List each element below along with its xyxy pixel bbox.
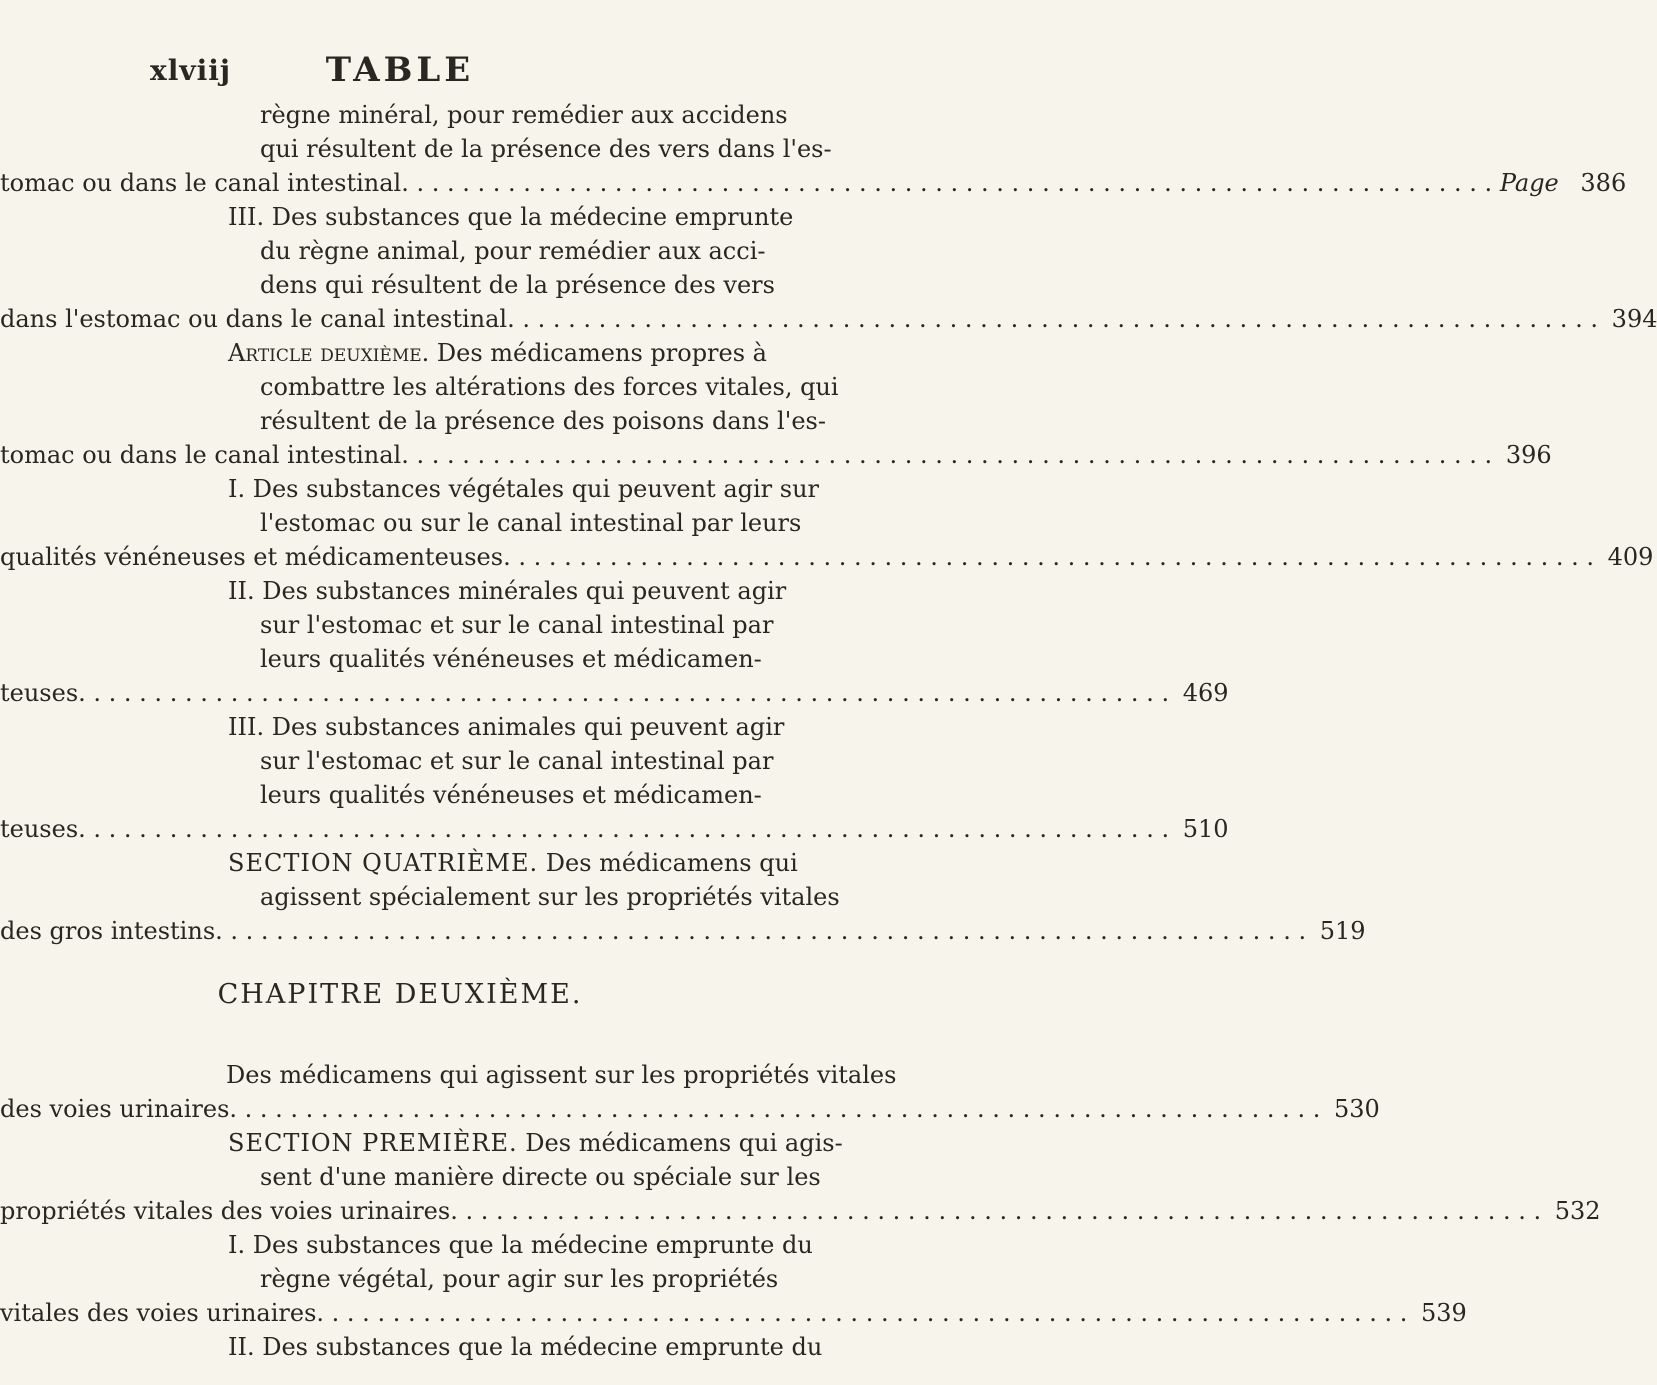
toc-entry: des voies urinaires. . . 530: [0, 1089, 800, 1129]
page-number: 469: [1182, 679, 1229, 707]
toc-line: I. Des substances que la médecine emprunte du: [228, 1231, 813, 1259]
toc-entry: vitales des voies urinaires. . . 539: [0, 1293, 800, 1333]
toc-line: l'estomac ou sur le canal intestinal par leurs: [260, 509, 802, 537]
toc-line: sent d'une manière directe ou spéciale sur les: [260, 1163, 821, 1191]
toc-line: qui résultent de la présence des vers dans l'es-: [260, 135, 832, 163]
toc-entry: tomac ou dans le canal intestinal. . . Page 386: [0, 163, 800, 203]
running-title: TABLE: [325, 50, 475, 90]
toc-line: sur l'estomac et sur le canal intestinal par: [260, 747, 774, 775]
toc-line: SECTION QUATRIÈME. Des médicamens qui: [228, 849, 798, 877]
page-number: 530: [1333, 1095, 1380, 1123]
folio: xlviij: [150, 54, 232, 87]
page-number: 539: [1420, 1299, 1467, 1327]
toc-line: III. Des substances que la médecine emprunte: [228, 203, 794, 231]
toc-line: I. Des substances végétales qui peuvent agir sur: [228, 475, 820, 503]
page-label: Page: [1499, 169, 1559, 197]
toc-entry: teuses. . . 510: [0, 809, 800, 849]
toc-line: dens qui résultent de la présence des vers: [260, 271, 775, 299]
toc-line: II. Des substances minérales qui peuvent agir: [228, 577, 787, 605]
section-heading: SECTION QUATRIÈME.: [228, 849, 539, 877]
page-header: [0, 48, 800, 88]
toc-entry: des gros intestins. . . 519: [0, 911, 800, 951]
toc-line: Article deuxième. Des médicamens propres à: [228, 339, 767, 367]
toc-line: règne minéral, pour remédier aux accidens: [260, 101, 788, 129]
toc-line: agissent spécialement sur les propriétés vitales: [260, 883, 840, 911]
toc-entry: propriétés vitales des voies urinaires. . . 532: [0, 1191, 800, 1231]
page-number: 510: [1182, 815, 1229, 843]
page-number: 519: [1319, 917, 1366, 945]
toc-line: II. Des substances que la médecine emprunte du: [228, 1333, 823, 1361]
toc-entry: dans l'estomac ou dans le canal intestinal. . . 394: [0, 299, 800, 339]
page-number: 396: [1505, 441, 1552, 469]
page-number: 409: [1607, 543, 1654, 571]
toc-line: leurs qualités vénéneuses et médicamen-: [260, 781, 762, 809]
toc-line: SECTION PREMIÈRE. Des médicamens qui agis-: [228, 1129, 843, 1157]
toc-line: du règne animal, pour remédier aux acci-: [260, 237, 766, 265]
toc-line: résultent de la présence des poisons dans l'es-: [260, 407, 826, 435]
article-heading: Article deuxième.: [228, 339, 430, 367]
toc-line: III. Des substances animales qui peuvent agir: [228, 713, 785, 741]
toc-entry: qualités vénéneuses et médicamenteuses. . . 409: [0, 537, 800, 577]
toc-line: combattre les altérations des forces vitales, qui: [260, 373, 839, 401]
page-number: 386: [1580, 169, 1627, 197]
page-number: 394: [1611, 305, 1657, 333]
toc-entry: teuses. . . 469: [0, 673, 800, 713]
toc-line: règne végétal, pour agir sur les propriétés: [260, 1265, 779, 1293]
chapter-heading: CHAPITRE DEUXIÈME.: [217, 979, 583, 1010]
toc-line: leurs qualités vénéneuses et médicamen-: [260, 645, 762, 673]
toc-line: Des médicamens qui agissent sur les propriétés vitales: [226, 1061, 897, 1089]
section-heading: SECTION PREMIÈRE.: [228, 1129, 518, 1157]
toc-entry: tomac ou dans le canal intestinal. . . 396: [0, 435, 800, 475]
toc-line: sur l'estomac et sur le canal intestinal par: [260, 611, 774, 639]
page-number: 532: [1554, 1197, 1601, 1225]
